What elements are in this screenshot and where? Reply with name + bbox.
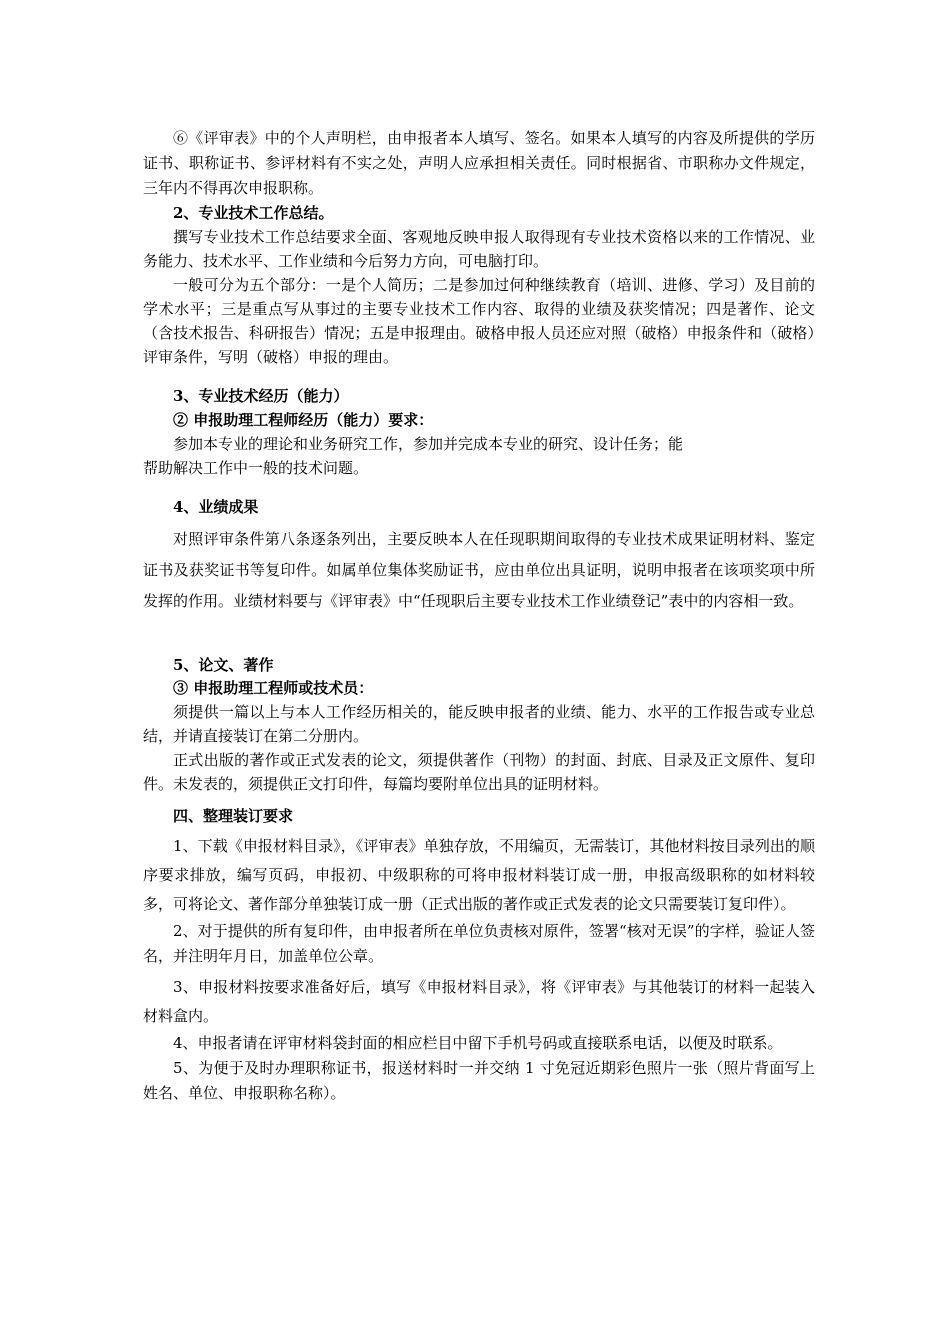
heading-binding: 四、整理装订要求 xyxy=(173,807,294,825)
paragraph-papers-requirement: 须提供一篇以上与本人工作经历相关的，能反映申报者的业绩、能力、水平的工作报告或专业总结，并请直接装订在第二分册内。 xyxy=(143,703,815,745)
paragraph-personal-statement: ⑥《评审表》中的个人声明栏，由申报者本人填写、签名。如果本人填写的内容及所提供的学历证书、职称证书、参评材料有不实之处，声明人应承担相关责任。同时根据省、市职称办文件规定，三年内不得再次申报职称。 xyxy=(143,129,815,197)
paragraph-binding-2: 2、对于提供的所有复印件，由申报者所在单位负责核对原件，签署“核对无误”的字样，验证人签名，并注明年月日，加盖单位公章。 xyxy=(143,922,815,965)
section-4-achievements xyxy=(143,491,815,617)
section-1-statement xyxy=(143,126,815,201)
paragraph-summary-parts: 一般可分为五个部分：一是个人简历；二是参加过何种继续教育（培训、进修、学习）及目前的学术水平；三是重点写从事过的主要专业技术工作内容、取得的业绩及获奖情况；四是著作、论文（含技术报告、科研报告）情况；五是申报理由。破格申报人员还应对照（破格）申报条件和（破格）评审条件，写明（破格）申报的理由。 xyxy=(143,276,815,366)
section-5-papers xyxy=(143,654,815,796)
paragraph-summary-requirements: 撰写专业技术工作总结要求全面、客观地反映申报人取得现有专业技术资格以来的工作情况、业务能力、技术水平、工作业绩和今后努力方向，可电脑打印。 xyxy=(143,228,815,270)
paragraph-binding-1: 1、下载《申报材料目录》，《评审表》单独存放，不用编页，无需装订，其他材料按目录列出的顺序要求排放，编写页码，申报初、中级职称的可将申报材料装订成一册，申报高级职称的如材料较多，可将论文、著作部分单独装订成一册（正式出版的著作或正式发表的论文只需要装订复印件）。 xyxy=(143,837,815,913)
paragraph-experience-line-1: 参加本专业的理论和业务研究工作，参加并完成本专业的研究、设计任务；能 xyxy=(173,435,684,453)
heading-assistant-engineer-papers: ③ 申报助理工程师或技术员： xyxy=(173,679,374,697)
paragraph-achievements: 对照评审条件第八条逐条列出，主要反映本人在任现职期间取得的专业技术成果证明材料、鉴定证书及获奖证书等复印件。如属单位集体奖励证书，应由单位出具证明，说明申报者在该项奖项中所发挥的作用。业绩材料要与《评审表》中“任现职后主要专业技术工作业绩登记”表中的内容相一致。 xyxy=(143,530,815,610)
section-2-summary xyxy=(143,201,815,369)
heading-papers: 5、论文、著作 xyxy=(173,656,274,674)
section-3-experience xyxy=(143,384,815,480)
heading-assistant-engineer-experience: ② 申报助理工程师经历（能力）要求： xyxy=(173,411,434,429)
paragraph-binding-3: 3、申报材料按要求准备好后，填写《申报材料目录》，将《评审表》与其他装订的材料一起装入材料盒内。 xyxy=(143,978,815,1025)
heading-experience: 3、专业技术经历（能力） xyxy=(173,387,349,405)
paragraph-binding-5: 5、为便于及时办理职称证书，报送材料时一并交纳 1 寸免冠近期彩色照片一张（照片背面写上姓名、单位、申报职称名称）。 xyxy=(143,1059,815,1102)
section-binding-requirements xyxy=(143,800,815,1106)
paragraph-experience-line-2: 帮助解决工作中一般的技术问题。 xyxy=(143,459,369,477)
paragraph-binding-4: 4、申报者请在评审材料袋封面的相应栏目中留下手机号码或直接联系电话，以便及时联系。 xyxy=(173,1034,783,1052)
paragraph-published-works: 正式出版的著作或正式发表的论文，须提供著作（刊物）的封面、封底、目录及正文原件、复印件。未发表的，须提供正文打印件，每篇均要附单位出具的证明材料。 xyxy=(143,751,815,793)
heading-work-summary: 2、专业技术工作总结。 xyxy=(173,204,334,222)
heading-achievements: 4、业绩成果 xyxy=(173,498,259,516)
